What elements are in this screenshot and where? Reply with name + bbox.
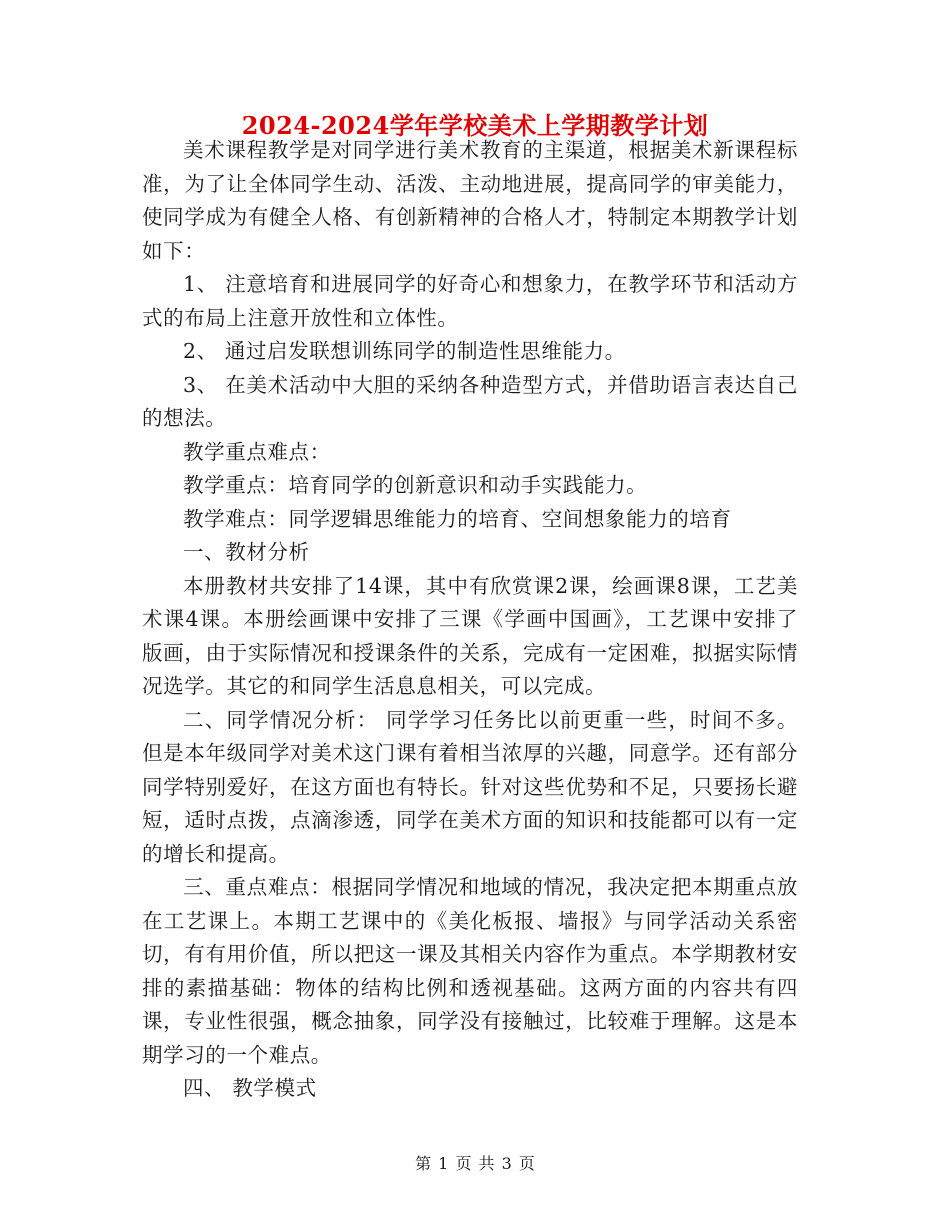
page-footer: 第 1 页 共 3 页 [415,1154,535,1173]
paragraph-key-difficulties: 三、重点难点：根据同学情况和地域的情况，我决定把本期重点放在工艺课上。本期工艺课中的《美化板报、墙报》与同学活动关系密切，有有用价值，所以把这一课及其相关内容作为重点。本学期教材安排的素描基础：物体的结构比例和透视基础。这两方面的内容共有四课，专业性很强，概念抽象，同学没有接触过，比较难于理解。这是本期学习的一个难点。 [142,875,798,1067]
paragraph-intro: 美术课程教学是对同学进行美术教育的主渠道，根据美术新课程标准，为了让全体同学生动、活泼、主动地进展，提高同学的审美能力，使同学成为有健全人格、有创新精神的合格人才，特制定本期教学计划如下： [142,138,798,263]
paragraph-item-1: 1、 注意培育和进展同学的好奇心和想象力，在教学环节和活动方式的布局上注意开放性和立体性。 [142,272,798,330]
document-title: 2024-2024学年学校美术上学期教学计划 [241,111,709,140]
paragraph-student-analysis: 二、同学情况分析： 同学学习任务比以前更重一些，时间不多。但是本年级同学对美术这门课有着相当浓厚的兴趣，同意学。还有部分同学特别爱好，在这方面也有特长。针对这些优势和不足，只要扬长避短，适时点拨，点滴渗透，同学在美术方面的知识和技能都可以有一定的增长和提高。 [142,707,798,866]
paragraph-textbook-analysis: 本册教材共安排了14课，其中有欣赏课2课，绘画课8课，工艺美术课4课。本册绘画课中安排了三课《学画中国画》，工艺课中安排了版画，由于实际情况和授课条件的关系，完成有一定困难，拟据实际情况选学。其它的和同学生活息息相关，可以完成。 [142,573,798,698]
paragraph-key-point: 教学重点：培育同学的创新意识和动手实践能力。 [183,473,648,497]
paragraph-item-3: 3、 在美术活动中大胆的采纳各种造型方式，并借助语言表达自己的想法。 [142,372,798,430]
section-heading-textbook-analysis: 一、教材分析 [183,540,310,564]
paragraph-item-2: 2、 通过启发联想训练同学的制造性思维能力。 [183,339,626,363]
document-body [142,134,798,1106]
section-heading-teaching-mode: 四、 教学模式 [183,1076,317,1100]
paragraph-difficulty: 教学难点：同学逻辑思维能力的培育、空间想象能力的培育 [183,506,732,531]
paragraph-key-points-heading: 教学重点难点： [183,439,331,464]
